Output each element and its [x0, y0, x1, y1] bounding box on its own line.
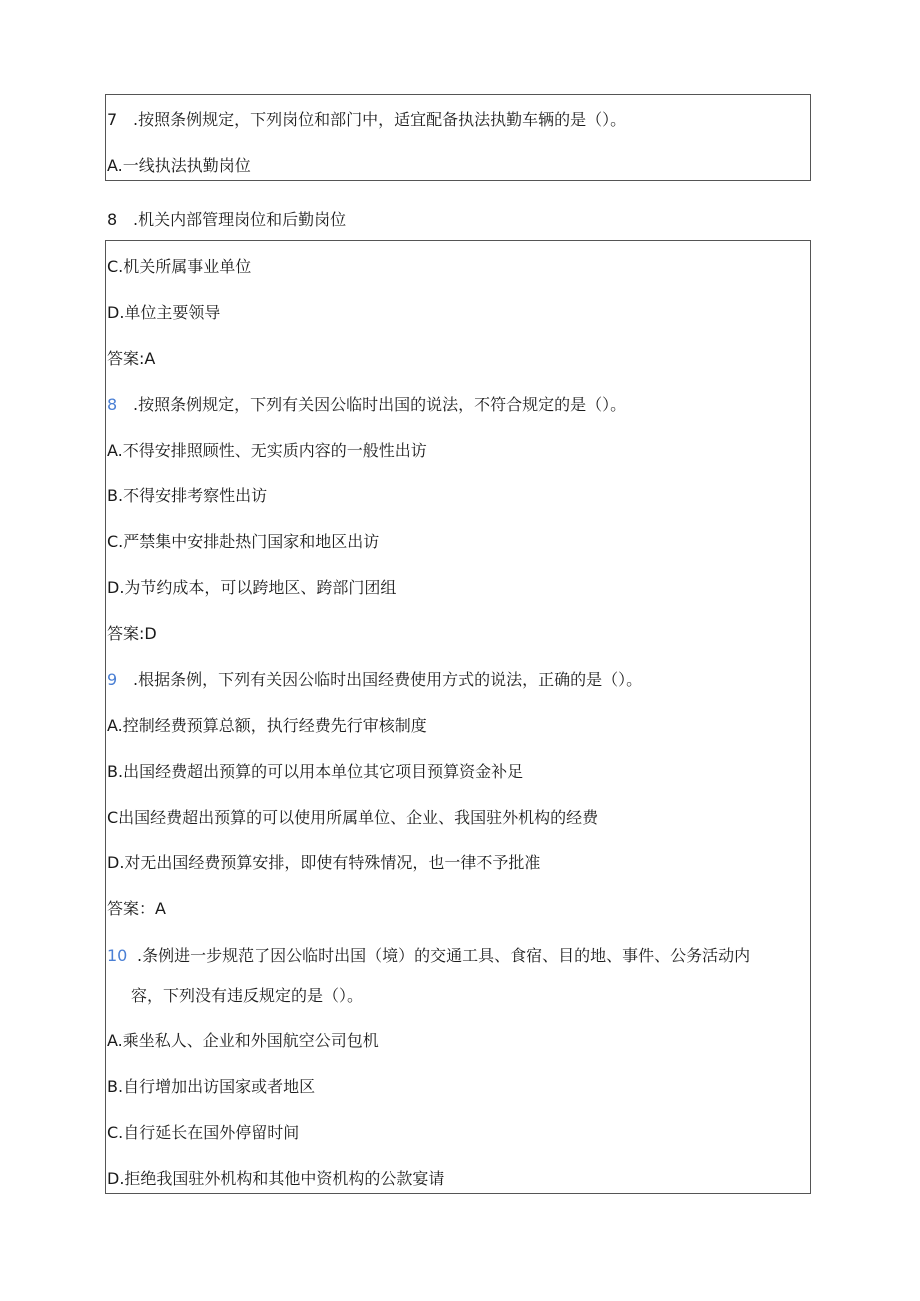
option-d: D.单位主要领导	[107, 303, 221, 322]
question-number: 8	[107, 210, 118, 229]
question-9-option-d: D.对无出国经费预算安排，即使有特殊情况，也一律不予批准	[107, 853, 541, 872]
question-9-option-c: C出国经费超出预算的可以使用所属单位、企业、我国驻外机构的经费	[107, 808, 599, 827]
question-7-option-a: A.一线执法执勤岗位	[107, 156, 251, 175]
question-10-option-b: B.自行增加出访国家或者地区	[107, 1077, 316, 1096]
option-c: C.机关所属事业单位	[107, 257, 252, 276]
question-10-stem	[107, 945, 750, 967]
question-10-stem-continued: 容，下列没有违反规定的是（）。	[131, 986, 364, 1005]
question-8-option-a: A.不得安排照顾性、无实质内容的一般性出访	[107, 441, 427, 460]
question-text: .机关内部管理岗位和后勤岗位	[133, 210, 347, 229]
question-7-stem	[107, 109, 626, 131]
question-number: 7	[107, 110, 118, 129]
question-9-answer: 答案：A	[107, 899, 166, 918]
question-number: 10	[107, 946, 128, 965]
question-8-answer: 答案:D	[107, 624, 157, 643]
question-text: .按照条例规定，下列有关因公临时出国的说法，不符合规定的是（）。	[133, 395, 627, 414]
question-10-option-d: D.拒绝我国驻外机构和其他中资机构的公款宴请	[107, 1169, 445, 1188]
question-8-option-c: C.严禁集中安排赴热门国家和地区出访	[107, 532, 380, 551]
question-8-option-b: B.不得安排考察性出访	[107, 486, 268, 505]
question-8-option-d: D.为节约成本，可以跨地区、跨部门团组	[107, 578, 397, 597]
question-9-stem	[107, 669, 642, 691]
question-text: .按照条例规定，下列岗位和部门中，适宜配备执法执勤车辆的是（）。	[133, 110, 627, 129]
question-number: 9	[107, 670, 118, 689]
question-text: .根据条例，下列有关因公临时出国经费使用方式的说法，正确的是（）。	[133, 670, 643, 689]
question-10-option-c: C.自行延长在国外停留时间	[107, 1123, 300, 1142]
question-8-misnumbered-stem	[107, 209, 346, 231]
question-8-stem	[107, 394, 626, 416]
question-text: .条例进一步规范了因公临时出国（境）的交通工具、食宿、目的地、事件、公务活动内	[137, 946, 751, 965]
question-number: 8	[107, 395, 118, 414]
question-10-option-a: A.乘坐私人、企业和外国航空公司包机	[107, 1031, 379, 1050]
question-9-option-b: B.出国经费超出预算的可以用本单位其它项目预算资金补足	[107, 762, 524, 781]
answer: 答案:A	[107, 349, 156, 368]
question-9-option-a: A.控制经费预算总额，执行经费先行审核制度	[107, 716, 427, 735]
